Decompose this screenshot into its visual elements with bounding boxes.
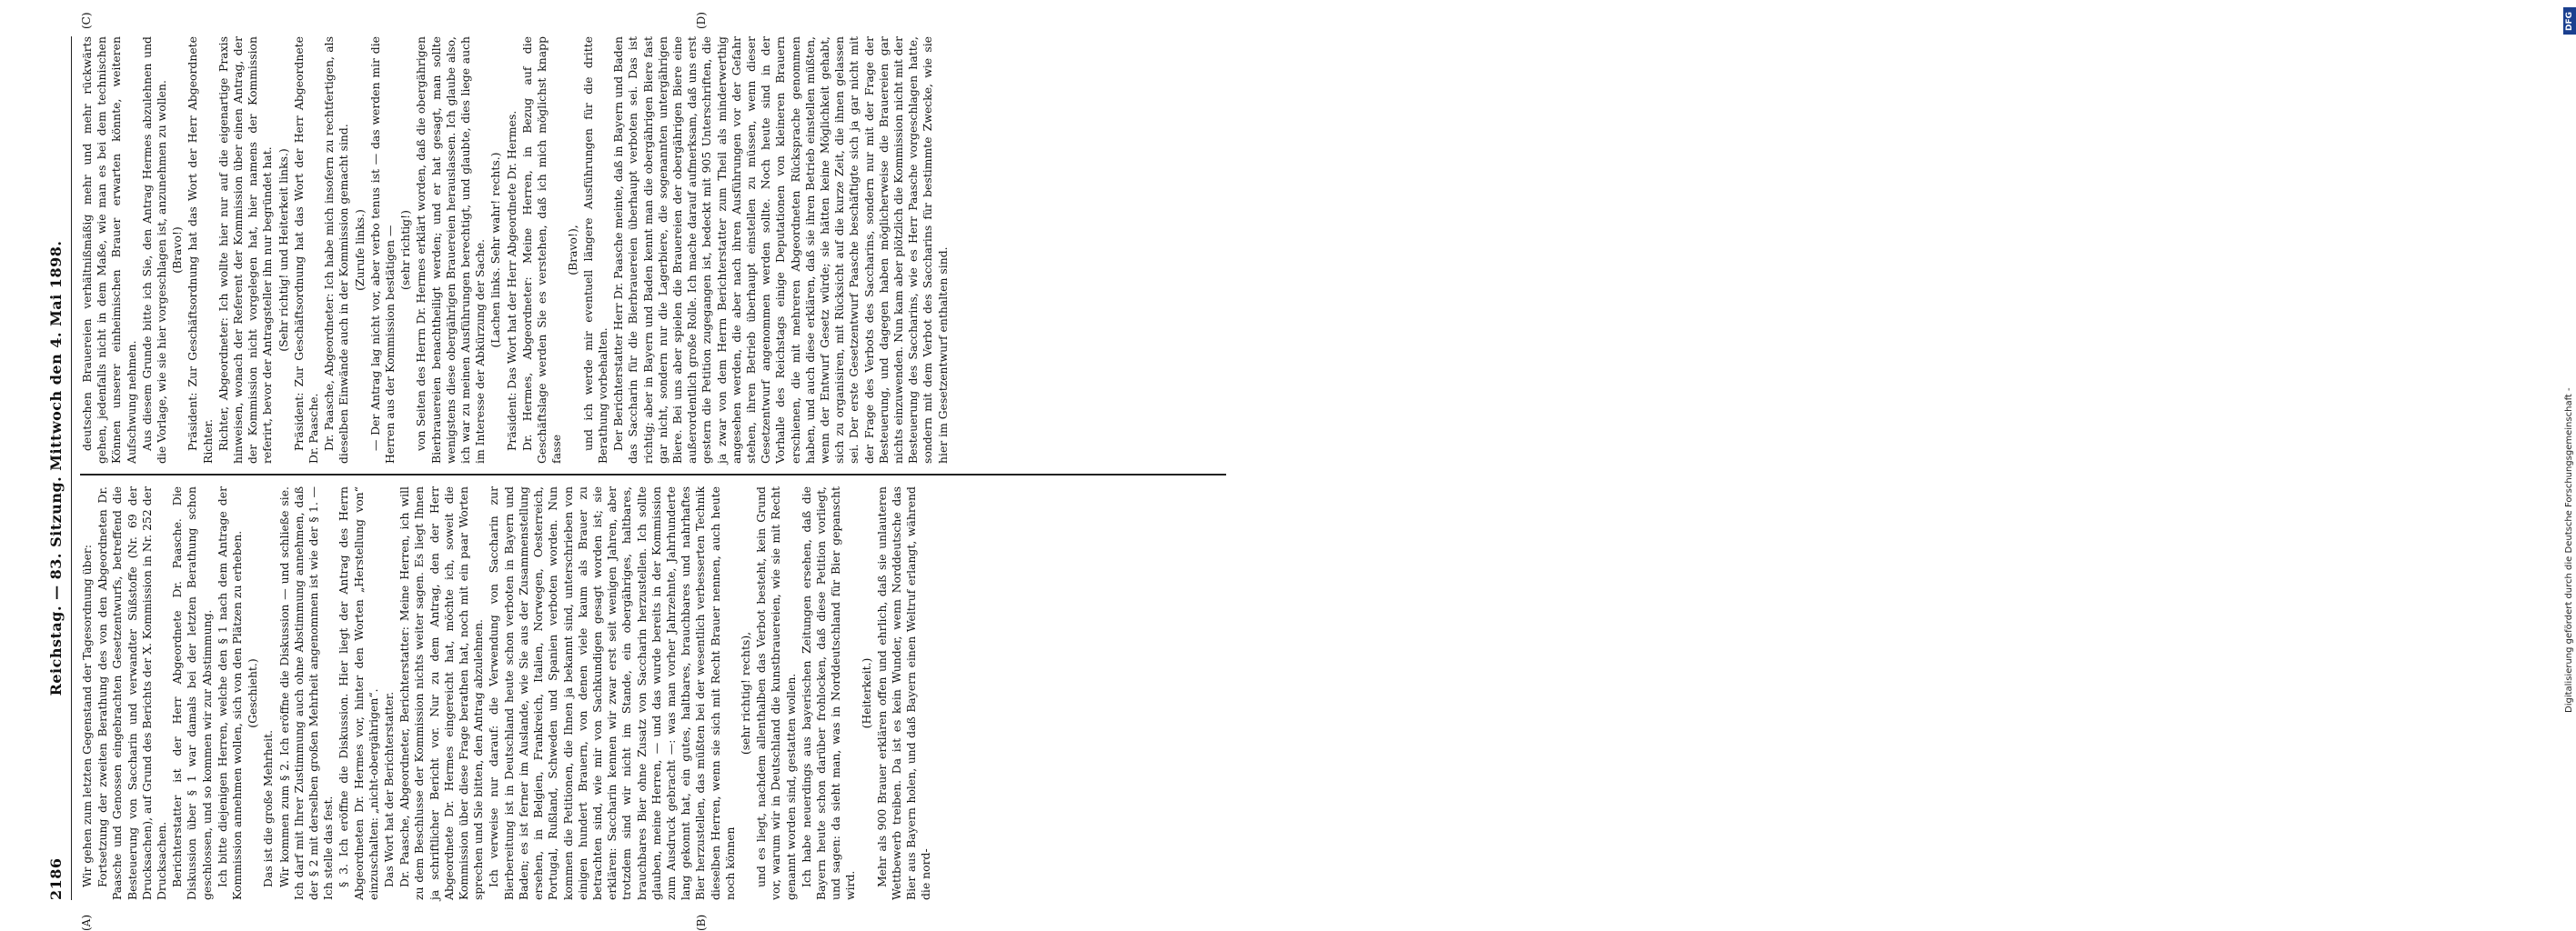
paragraph: Fortsetzung der zweiten Berathung des von den Abgeordneten Dr. Paasche und Genossen eingebrachten Gesetzentwurfs, betreffend die Besteuerung von Saccharin und verwandter Süßstoffe (Nr. 69 der Drucksachen), auf Grund des Berichts der X. Kommission in Nr. 252 der Drucksachen. — [96, 486, 169, 900]
page-header — [40, 36, 71, 900]
paragraph: Das Wort hat der Berichterstatter. — [382, 691, 397, 887]
page-title: Reichstag. — 83. Sitzung. Mittwoch den 4. Mai 1898. — [47, 240, 65, 696]
digitization-note: Digitalisierung gefördert durch die Deutsche Forschungsgemeinschaft - — [2564, 387, 2574, 713]
paragraph: Präsident: Zur Geschäftsordnung hat das Wort der Herr Abgeordnete Dr. Paasche. — [291, 36, 321, 464]
paragraph: Aus diesem Grunde bitte ich Sie, den Antrag Hermes abzulehnen und die Vorlage, wie sie hier vorgeschlagen ist, anzunehmen zu wollen. — [139, 36, 169, 464]
paragraph: Dr. Paasche, Abgeordneter: Ich habe mich insofern zu rechtfertigen, als dieselben Einwände auch in der Kommission gemacht sind. — [322, 36, 351, 464]
margin-mark-a: (A) — [80, 914, 93, 931]
paragraph: Präsident: Zur Geschäftsordnung hat das Wort der Herr Abgeordnete Richter. — [186, 36, 215, 464]
paragraph: Das ist die große Mehrheit. — [261, 729, 276, 887]
page-number: 2186 — [47, 857, 65, 900]
interjection: (Zurufe links.) — [352, 209, 367, 291]
margin-mark-c: (C) — [80, 12, 93, 29]
interjection: (Sehr richtig! und Heiterkeit links.) — [276, 148, 290, 352]
rotated-page-content — [40, 12, 1241, 931]
interjection: (sehr richtig!) — [398, 210, 413, 290]
margin-mark-b: (B) — [695, 914, 708, 931]
paragraph: deutschen Brauereien verhältnißmäßig mehr und mehr rückwärts gehen, jedenfalls nicht in dem Maße, wie man es bei dem technischen Können unserer einheimischen Brauer erwarten könnte, weiteren Aufschwung nehmen. — [80, 36, 138, 464]
paragraph: § 3. Ich eröffne die Diskussion. Hier liegt der Antrag des Herrn Abgeordneten Dr. Hermes vor, hinter den Worten „Herstellung von“ einzuschalten: „nicht-obergährigen“. — [337, 486, 380, 900]
paragraph: Wir gehen zum letzten Gegenstand der Tagesordnung über: — [80, 544, 94, 887]
paragraph: und ich werde mir eventuell längere Ausführungen für die dritte Berathung vorbehalten. — [580, 36, 609, 464]
interjection: (Bravo!) — [170, 226, 185, 274]
left-text-column — [80, 486, 1226, 900]
paragraph: Mehr als 900 Brauer erklären offen und ehrlich, daß sie unlauteren Wettbewerb treiben. Da ist es kein Wunder, wenn Norddeutsche das Bier aus Bayern holen, und daß Bayern einen Weltruf erlangt, während die nord- — [874, 486, 933, 900]
column-divider — [80, 474, 1226, 476]
paragraph: und es liegt, nachdem allenthalben das Verbot besteht, kein Grund vor, warum wir in Deutschland die kunstbrauereien, wie sie mit Recht genannt worden sind, gestatten wollen. — [754, 486, 798, 900]
right-text-column — [80, 36, 1226, 464]
interjection: (Geschieht.) — [246, 658, 260, 728]
dfg-logo: DFG — [2563, 7, 2576, 35]
digitization-sidebar — [1277, 0, 2574, 909]
paragraph: Präsident: Das Wort hat der Herr Abgeordnete Dr. Hermes. — [504, 110, 518, 451]
paragraph: — Der Antrag lag nicht vor, aber verbo tenus ist — das werden mir die Herren aus der Kommission bestätigen — — [367, 36, 397, 464]
paragraph: Der Berichterstatter Herr Dr. Paasche meinte, daß in Bayern und Baden das Saccharin für die Bierbrauereien überhaupt verboten sei. Das ist richtig; aber in Bayern und Baden kennt man die obergährigen Biere fast gar nicht, sondern nur die Lagerbiere, die sogenannten untergährigen Biere. Bei uns aber spielen die Brauereien der obergährigen Biere eine außerordentlich große Rolle. Ich mache darauf aufmerksam, daß uns erst gestern die Petition zugegangen ist, bedeckt mit 905 Unterschriften, die ja zwar von dem Herrn Berichterstatter zum Theil als minderwerthig angesehen werden, die aber nach ihren Ausführungen vor der Gefahr stehen, ihren Betrieb überhaupt einstellen zu müssen, wenn dieser Gesetzentwurf angenommen werden sollte. Noch heute sind in der Vorhalle des Reichstags einige Deputationen von kleineren Brauern erschienen, die mit mehreren Abgeordneten Rücksprache genommen haben, und auch diese erklären, daß sie ihren Betrieb einstellen müßten, wenn der Entwurf Gesetz würde; sie hätten keine Möglichkeit gehabt, sich zu organisiren, mit Rücksicht auf die kurze Zeit, die ihnen gelassen sei. Der erste Gesetzentwurf Paasche beschäftigte sich ja gar nicht mit der Frage des Verbots des Saccharins, sondern nur mit der Frage der Besteuerung, und dagegen haben möglicherweise die Brauereien gar nichts einzuwenden. Nun kam aber plötzlich die Kommission nicht mit der Besteuerung des Saccharins, wie es Herr Paasche vorgeschlagen hatte, sondern mit dem Verbot des Saccharins für bestimmte Zwecke, wie sie hier im Gesetzentwurf enthalten sind. — [611, 36, 950, 464]
paragraph: Ich bitte diejenigen Herren, welche den § 1 nach dem Antrage der Kommission annehmen wollen, sich von den Plätzen zu erheben. — [215, 486, 245, 900]
paragraph: Berichterstatter ist der Herr Abgeordnete Dr. Paasche. Die Diskussion über § 1 war damals bei der letzten Berathung schon geschlossen, und so kommen wir zur Abstimmung. — [170, 486, 214, 900]
interjection: (Lachen links. Sehr wahr! rechts.) — [488, 152, 503, 348]
interjection: (sehr richtig! rechts), — [738, 631, 752, 756]
margin-mark-d: (D) — [695, 12, 708, 29]
paragraph: Dr. Hermes, Abgeordneter: Meine Herren, in Bezug auf die Geschäftslage werden Sie es verstehen, daß ich mich möglichst knapp fasse — [519, 36, 564, 464]
interjection: (Bravo!), — [565, 225, 579, 275]
paragraph: Wir kommen zum § 2. Ich eröffne die Diskussion — und schließe sie. Ich darf mit Ihrer Zustimmung auch ohne Abstimmung annehmen, daß der § 2 mit derselben großen Mehrheit angenommen ist wie der § 1. — Ich stelle das fest. — [277, 486, 336, 900]
paragraph: von Seiten des Herrn Dr. Hermes erklärt worden, daß die obergährigen Bierbrauereien benachtheiligt werden; und er hat gesagt, man sollte wenigstens diese obergährigen Brauereien herauslassen. Ich glaube also, ich war zu meinen Ausführungen berechtigt, und glaubte, dies liege auch im Interesse der Abkürzung der Sache. — [414, 36, 488, 464]
paragraph: Ich verweise nur darauf: die Verwendung von Saccharin zur Bierbereitung ist in Deutschland heute schon verboten in Bayern und Baden; es ist ferner im Auslande, wie Sie aus der Zusammenstellung ersehen, in Belgien, Frankreich, Italien, Norwegen, Oesterreich, Portugal, Rußland, Schweden und Spanien verboten worden. Nun kommen die Petitionen, die Ihnen ja bekannt sind, unterschrieben von einigen hundert Brauern, von denen viele kaum als Brauer zu betrachten sind, wie mir von Sachkundigen gesagt worden ist; sie erklären: Saccharin kennen wir zwar erst seit wenigen Jahren, aber trotzdem sind wir nicht im Stande, ein obergähriges, haltbares, brauchbares Bier ohne Zusatz von Saccharin herzustellen. Ich sollte glauben, meine Herren, — und das wurde bereits in der Kommission zum Ausdruck gebracht —: was man vorher Jahrzehnte, Jahrhunderte lang gekonnt hat, ein gutes, haltbares, brauchbares und nahrhaftes Bier herzustellen, das müßten bei der wesentlich verbesserten Technik dieselben Herren, wenn sie sich mit Recht Brauer nennen, auch heute noch können — [487, 486, 737, 900]
interjection: (Heiterkeit.) — [859, 657, 873, 729]
paragraph: Dr. Paasche, Abgeordneter, Berichterstatter: Meine Herren, ich will zu dem Beschlusse der Kommission nichts weiter sagen. Es liegt Ihnen ja schriftlicher Bericht vor. Nur zu dem Antrag, den der Herr Abgeordnete Dr. Hermes eingereicht hat, möchte ich, soweit die Kommission über diese Frage berathen hat, noch mit ein paar Worten sprechen und Sie bitten, den Antrag abzulehnen. — [397, 486, 486, 900]
paragraph: Richter, Abgeordneter: Ich wollte hier nur auf die eigenartige Praxis hinweisen, wonach der Referent der Kommission über einen Antrag, der der Kommission nicht vorgelegen hat, hier namens der Kommission referirt, bevor der Antragsteller ihn nur begründet hat. — [216, 36, 275, 464]
paragraph: Ich habe neuerdings aus bayerischen Zeitungen ersehen, daß die Bayern heute schon darüber frohlocken, daß diese Petition vorliegt, und sagen: da sieht man, was in Norddeutschland für Bier gepanscht wird. — [799, 486, 858, 900]
header-rule — [71, 36, 72, 900]
